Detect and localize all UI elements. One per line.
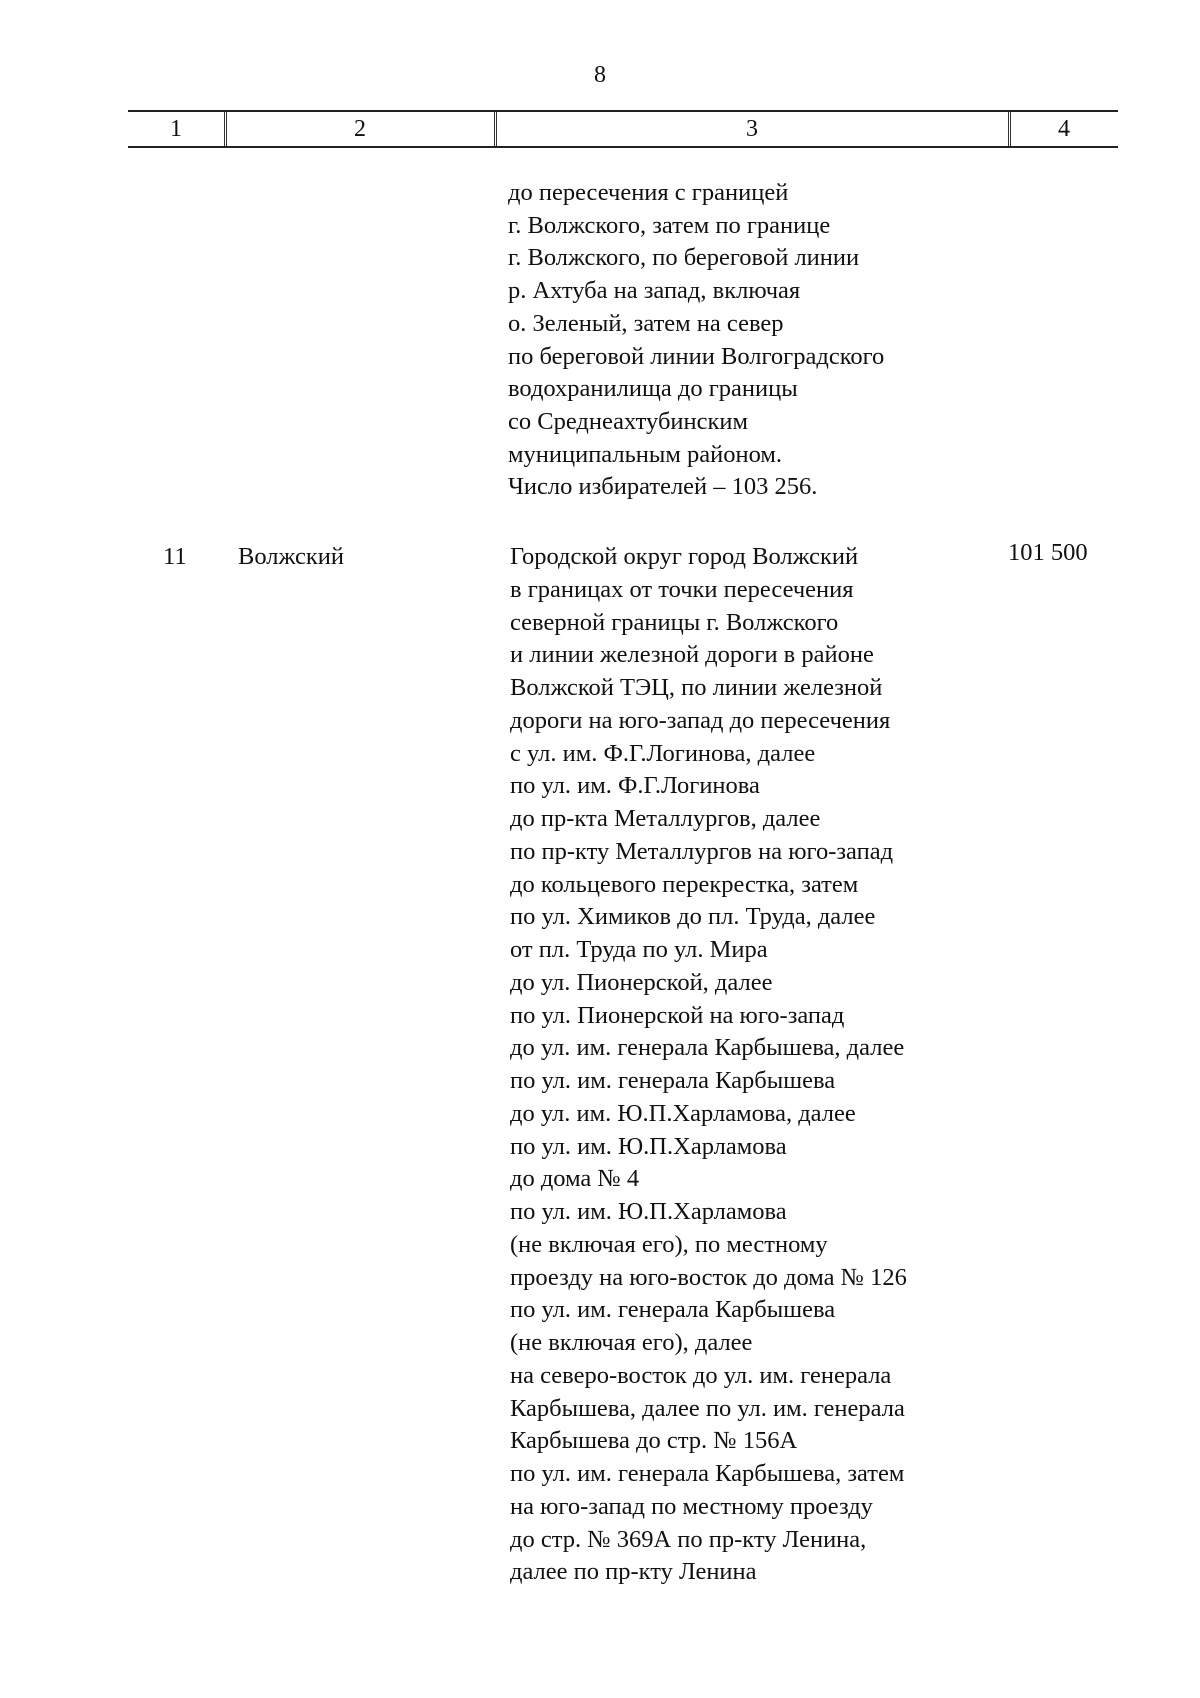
column-divider (1008, 112, 1009, 146)
text-line: г. Волжского, по береговой линии (508, 244, 860, 272)
column-header-3: 3 (746, 116, 758, 142)
text-line: до пр-кта Металлургов, далее (510, 805, 821, 832)
text-line: по ул. им. Ф.Г.Логинова (510, 772, 760, 800)
text-line: по ул. им. генерала Карбышева (510, 1296, 836, 1324)
voter-count: 101 500 (1008, 539, 1088, 566)
text-line: северной границы г. Волжского (510, 608, 839, 636)
district-description (510, 541, 990, 1589)
text-line: Городской округ город Волжский (510, 543, 859, 570)
text-line: г. Волжского, затем по границе (508, 211, 831, 239)
text-line: по ул. им. генерала Карбышева, затем (510, 1460, 905, 1487)
text-line: до пересечения с границей (508, 179, 789, 206)
text-line: до ул. им. генерала Карбышева, далее (510, 1034, 905, 1062)
column-header-4: 4 (1058, 116, 1070, 142)
text-line: Число избирателей – 103 256. (508, 473, 818, 501)
text-line: далее по пр-кту Ленина (510, 1558, 757, 1586)
text-line: по ул. им. Ю.П.Харламова (510, 1198, 787, 1225)
text-line: муниципальным районом. (508, 440, 783, 468)
text-line: р. Ахтуба на запад, включая (508, 277, 801, 305)
text-line: Волжской ТЭЦ, по линии железной (510, 674, 883, 701)
text-line: с ул. им. Ф.Г.Логинова, далее (510, 739, 816, 767)
continued-description (508, 177, 968, 504)
text-line: водохранилища до границы (508, 375, 798, 403)
column-divider (224, 112, 225, 146)
text-line: (не включая его), далее (510, 1329, 753, 1356)
text-line: до стр. № 369А по пр-кту Ленина, (510, 1525, 867, 1553)
text-line: дороги на юго-запад до пересечения (510, 706, 891, 734)
district-number: 11 (163, 543, 187, 570)
column-divider (494, 112, 495, 146)
text-line: по пр-кту Металлургов на юго-запад (510, 837, 894, 865)
page-number: 8 (594, 62, 606, 88)
text-line: о. Зеленый, затем на север (508, 309, 784, 337)
text-line: до ул. Пионерской, далее (510, 968, 773, 996)
district-name: Волжский (238, 543, 344, 570)
text-line: (не включая его), по местному (510, 1230, 828, 1258)
column-header-1: 1 (170, 116, 182, 142)
text-line: и линии железной дороги в районе (510, 641, 874, 669)
text-line: со Среднеахтубинским (508, 407, 749, 435)
text-line: по ул. им. Ю.П.Харламова (510, 1132, 787, 1160)
text-line: проезду на юго-восток до дома № 126 (510, 1263, 907, 1291)
text-line: по береговой линии Волгоградского (508, 342, 885, 370)
text-line: до кольцевого перекрестка, затем (510, 870, 859, 898)
text-line: до ул. им. Ю.П.Харламова, далее (510, 1099, 856, 1127)
text-line: по ул. Пионерской на юго-запад (510, 1001, 845, 1029)
column-header-2: 2 (354, 116, 366, 142)
table-header-row (128, 110, 1118, 148)
text-line: в границах от точки пересечения (510, 575, 854, 603)
text-line: по ул. им. генерала Карбышева (510, 1067, 836, 1094)
text-line: на юго-запад по местному проезду (510, 1492, 873, 1520)
text-line: Карбышева до стр. № 156А (510, 1427, 798, 1455)
text-line: Карбышева, далее по ул. им. генерала (510, 1394, 905, 1422)
text-line: до дома № 4 (510, 1165, 640, 1193)
text-line: от пл. Труда по ул. Мира (510, 936, 768, 963)
text-line: на северо-восток до ул. им. генерала (510, 1361, 892, 1389)
text-line: по ул. Химиков до пл. Труда, далее (510, 903, 876, 931)
